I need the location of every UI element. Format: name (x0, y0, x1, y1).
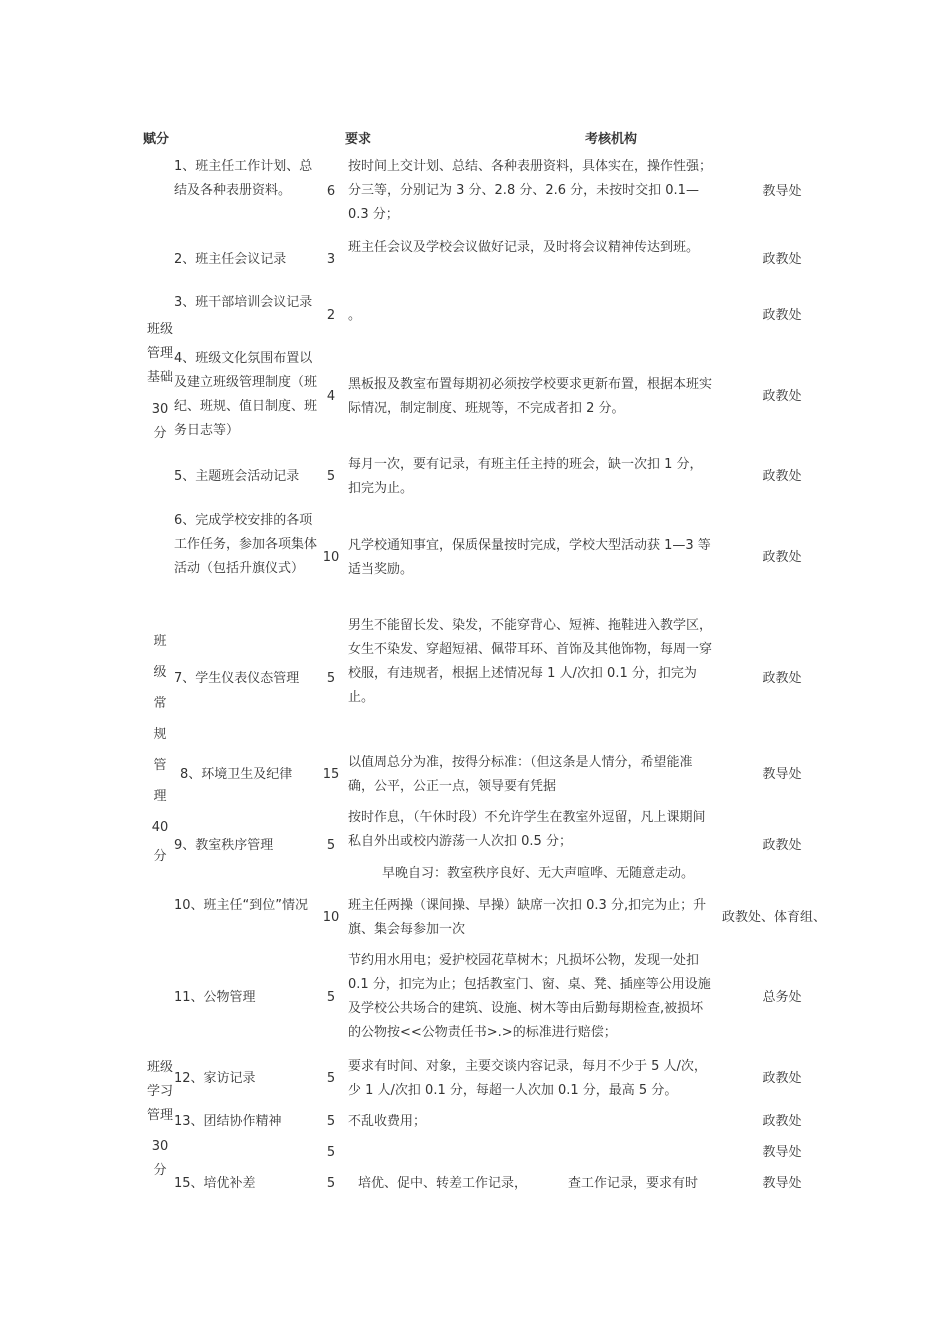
row-score: 15 (322, 767, 340, 782)
row-requirement: 班主任会议及学校会议做好记录，及时将会议精神传达到班。 (348, 240, 700, 255)
row-item: 7、学生仪表仪态管理 (174, 671, 300, 686)
row-item: 2、班主任会议记录 (174, 252, 287, 267)
row-item: 12、家访记录 (174, 1071, 256, 1086)
row-score: 5 (326, 990, 336, 1005)
row-item: 15、培优补差 (174, 1176, 256, 1191)
row-organization: 教导处 (762, 1145, 802, 1160)
row-score: 4 (326, 389, 336, 404)
row-score: 5 (326, 1176, 336, 1191)
row-requirement: 。 (348, 308, 362, 323)
row-requirement: 节约用水用电；爱护校园花草树木；凡损坏公物，发现一处扣 0.1 分，扣完为止；包括教室门、窗、桌、凳、插座等公用设施及学校公共场合的建筑、设施、树木等由后勤每期检查,被损坏的公物按<<公物责任书>.>的标准进行赔偿； (348, 953, 711, 1040)
row-organization: 总务处 (762, 990, 802, 1005)
row-item: 1、班主任工作计划、总结及各种表册资料。 (174, 159, 313, 198)
row-requirement-note: 早晚自习：教室秩序良好、无大声喧哗、无随意走动。 (382, 866, 695, 881)
row-organization: 政教处 (762, 671, 802, 686)
row-organization: 政教处 (762, 252, 802, 267)
row-item: 9、教室秩序管理 (174, 838, 274, 853)
row-item: 6、完成学校安排的各项工作任务，参加各项集体活动（包括升旗仪式） (174, 513, 318, 576)
row-organization: 政教处、体育组、 (722, 910, 827, 925)
row-requirement: 以值周总分为准，按得分标准：（但这条是人情分，希望能准确，公平，公正一点，领导要有凭据 (348, 755, 693, 794)
row-score: 5 (326, 671, 336, 686)
row-organization: 政教处 (762, 1071, 802, 1086)
row-score: 5 (326, 1114, 336, 1129)
row-item: 3、班干部培训会议记录 (174, 295, 313, 310)
row-score: 5 (326, 469, 336, 484)
row-organization: 教导处 (762, 767, 802, 782)
row-score: 6 (326, 184, 336, 199)
row-requirement: 按时间上交计划、总结、各种表册资料，具体实在，操作性强；分三等，分别记为 3 分、2.8 分、2.6 分，未按时交扣 0.1—0.3 分； (348, 159, 713, 222)
row-requirement: 不乱收费用； (348, 1114, 427, 1129)
row-score: 5 (326, 1145, 336, 1160)
row-requirement: 按时作息，（午休时段）不允许学生在教室外逗留，凡上课期间私自外出或校内游荡一人次扣 0.5 分； (348, 810, 706, 849)
row-organization: 政教处 (762, 838, 802, 853)
row-requirement-note: 查工作记录，要求有时 (568, 1176, 699, 1191)
row-organization: 政教处 (762, 389, 802, 404)
row-item: 4、班级文化氛围布置以及建立班级管理制度（班纪、班规、值日制度、班务日志等） (174, 351, 318, 438)
row-requirement: 每月一次，要有记录，有班主任主持的班会，缺一次扣 1 分，扣完为止。 (348, 457, 703, 496)
row-item: 5、主题班会活动记录 (174, 469, 300, 484)
row-score: 5 (326, 1071, 336, 1086)
row-requirement: 班主任两操（课间操、早操）缺席一次扣 0.3 分,扣完为止；升旗、集会每参加一次 (348, 898, 707, 937)
row-organization: 政教处 (762, 469, 802, 484)
row-item: 11、公物管理 (174, 990, 256, 1005)
header-organization: 考核机构 (585, 132, 638, 147)
row-requirement: 凡学校通知事宜，保质保量按时完成，学校大型活动获 1—3 等适当奖励。 (348, 538, 711, 577)
row-score: 10 (322, 910, 340, 925)
row-requirement: 培优、促中、转差工作记录， (358, 1176, 528, 1191)
row-organization: 政教处 (762, 550, 802, 565)
row-organization: 政教处 (762, 1114, 802, 1129)
row-requirement: 男生不能留长发、染发，不能穿背心、短裤、拖鞋进入教学区，女生不染发、穿超短裙、佩带耳环、首饰及其他饰物，每周一穿校服，有违规者，根据上述情况每 1 人/次扣 0.1 分，扣完为止。 (348, 618, 713, 705)
header-requirement: 要求 (345, 132, 372, 147)
row-organization: 教导处 (762, 1176, 802, 1191)
row-item: 8、环境卫生及纪律 (180, 767, 293, 782)
row-score: 3 (326, 252, 336, 267)
row-requirement: 黑板报及教室布置每期初必须按学校要求更新布置，根据本班实际情况，制定制度、班规等，不完成者扣 2 分。 (348, 377, 713, 416)
row-item: 10、班主任“到位”情况 (174, 898, 309, 913)
row-item: 13、团结协作精神 (174, 1114, 282, 1129)
row-score: 5 (326, 838, 336, 853)
row-requirement: 要求有时间、对象，主要交谈内容记录，每月不少于 5 人/次，少 1 人/次扣 0.1 分，每超一人次加 0.1 分，最高 5 分。 (348, 1059, 707, 1098)
row-organization: 政教处 (762, 308, 802, 323)
header-score: 赋分 (143, 132, 170, 147)
row-score: 2 (326, 308, 336, 323)
row-score: 10 (322, 550, 340, 565)
row-organization: 教导处 (762, 184, 802, 199)
